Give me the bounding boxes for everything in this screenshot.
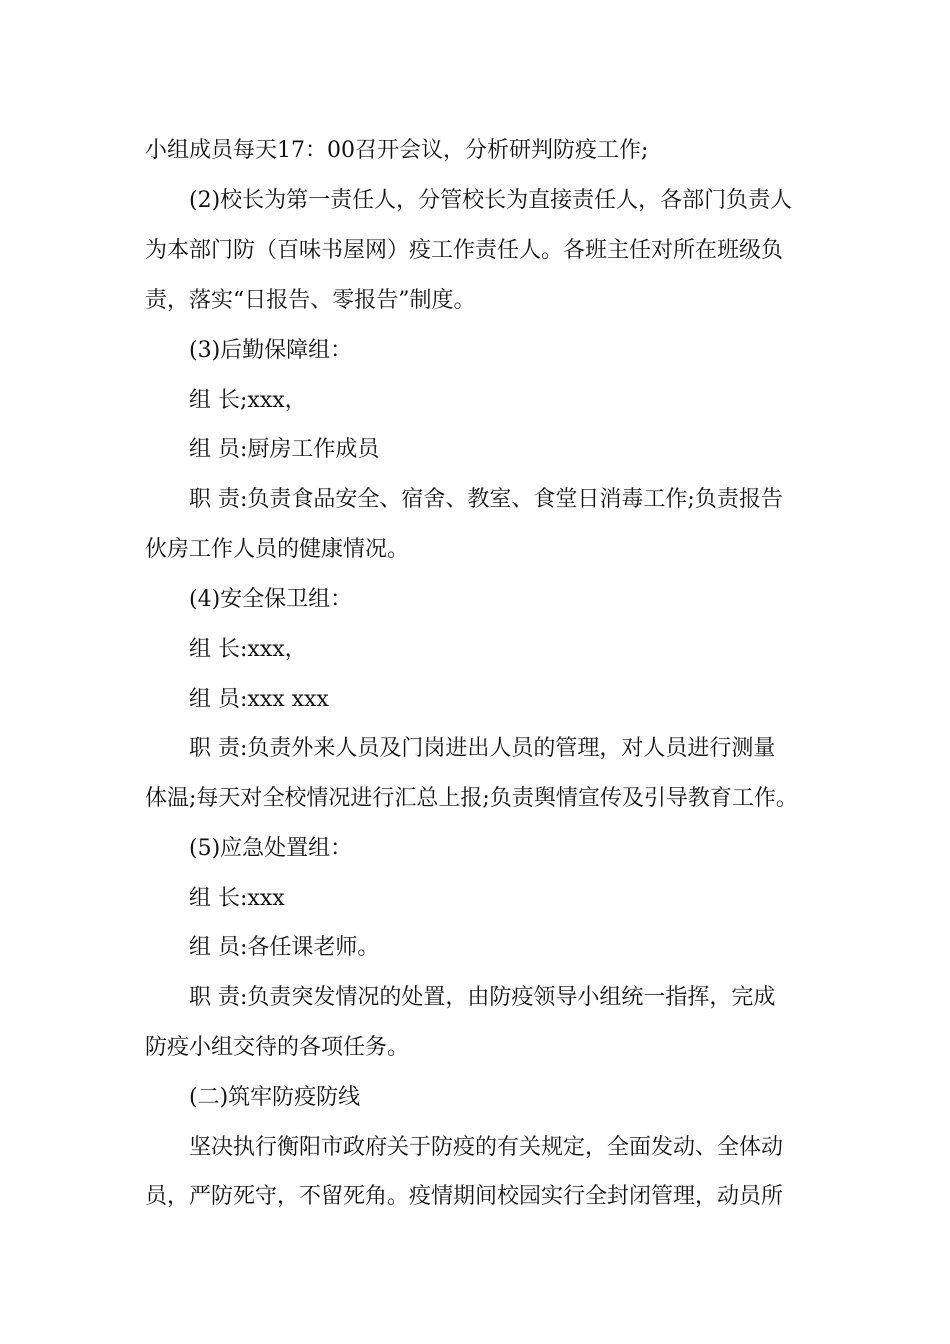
text-line: (5)应急处置组： <box>189 836 353 861</box>
text-line: 组 员:xxx xxx <box>189 687 329 712</box>
text-line: (二)筑牢防疫防线 <box>189 1085 361 1110</box>
text-line: 员，严防死守，不留死角。疫情期间校园实行全封闭管理，动员所 <box>145 1184 784 1209</box>
text-line: 为本部门防（百味书屋网）疫工作责任人。各班主任对所在班级负 <box>145 238 784 263</box>
text-line: (2)校长为第一责任人，分管校长为直接责任人，各部门负责人 <box>189 188 793 213</box>
text-line: 职 责:负责外来人员及门岗进出人员的管理，对人员进行测量 <box>189 736 776 761</box>
text-line: 伙房工作人员的健康情况。 <box>145 537 410 562</box>
text-line: 职 责:负责突发情况的处置，由防疫领导小组统一指挥，完成 <box>189 985 776 1010</box>
text-line: (4)安全保卫组： <box>189 587 353 612</box>
text-line: 职 责:负责食品安全、宿舍、教室、食堂日消毒工作;负责报告 <box>189 487 783 512</box>
text-line: 组 长:xxx， <box>189 637 307 662</box>
text-line: 组 员:厨房工作成员 <box>189 437 380 462</box>
text-line: 责，落实“日报告、零报告”制度。 <box>145 288 476 313</box>
text-line: (3)后勤保障组： <box>189 338 353 363</box>
text-line: 组 员:各任课老师。 <box>189 935 380 960</box>
text-line: 防疫小组交待的各项任务。 <box>145 1035 410 1060</box>
text-line: 坚决执行衡阳市政府关于防疫的有关规定，全面发动、全体动 <box>189 1135 784 1160</box>
text-line: 体温;每天对全校情况进行汇总上报;负责舆情宣传及引导教育工作。 <box>145 786 798 811</box>
text-line: 小组成员每天17：00召开会议，分析研判防疫工作; <box>145 138 649 163</box>
text-line: 组 长:xxx <box>189 886 285 911</box>
text-line: 组 长;xxx， <box>189 388 307 413</box>
